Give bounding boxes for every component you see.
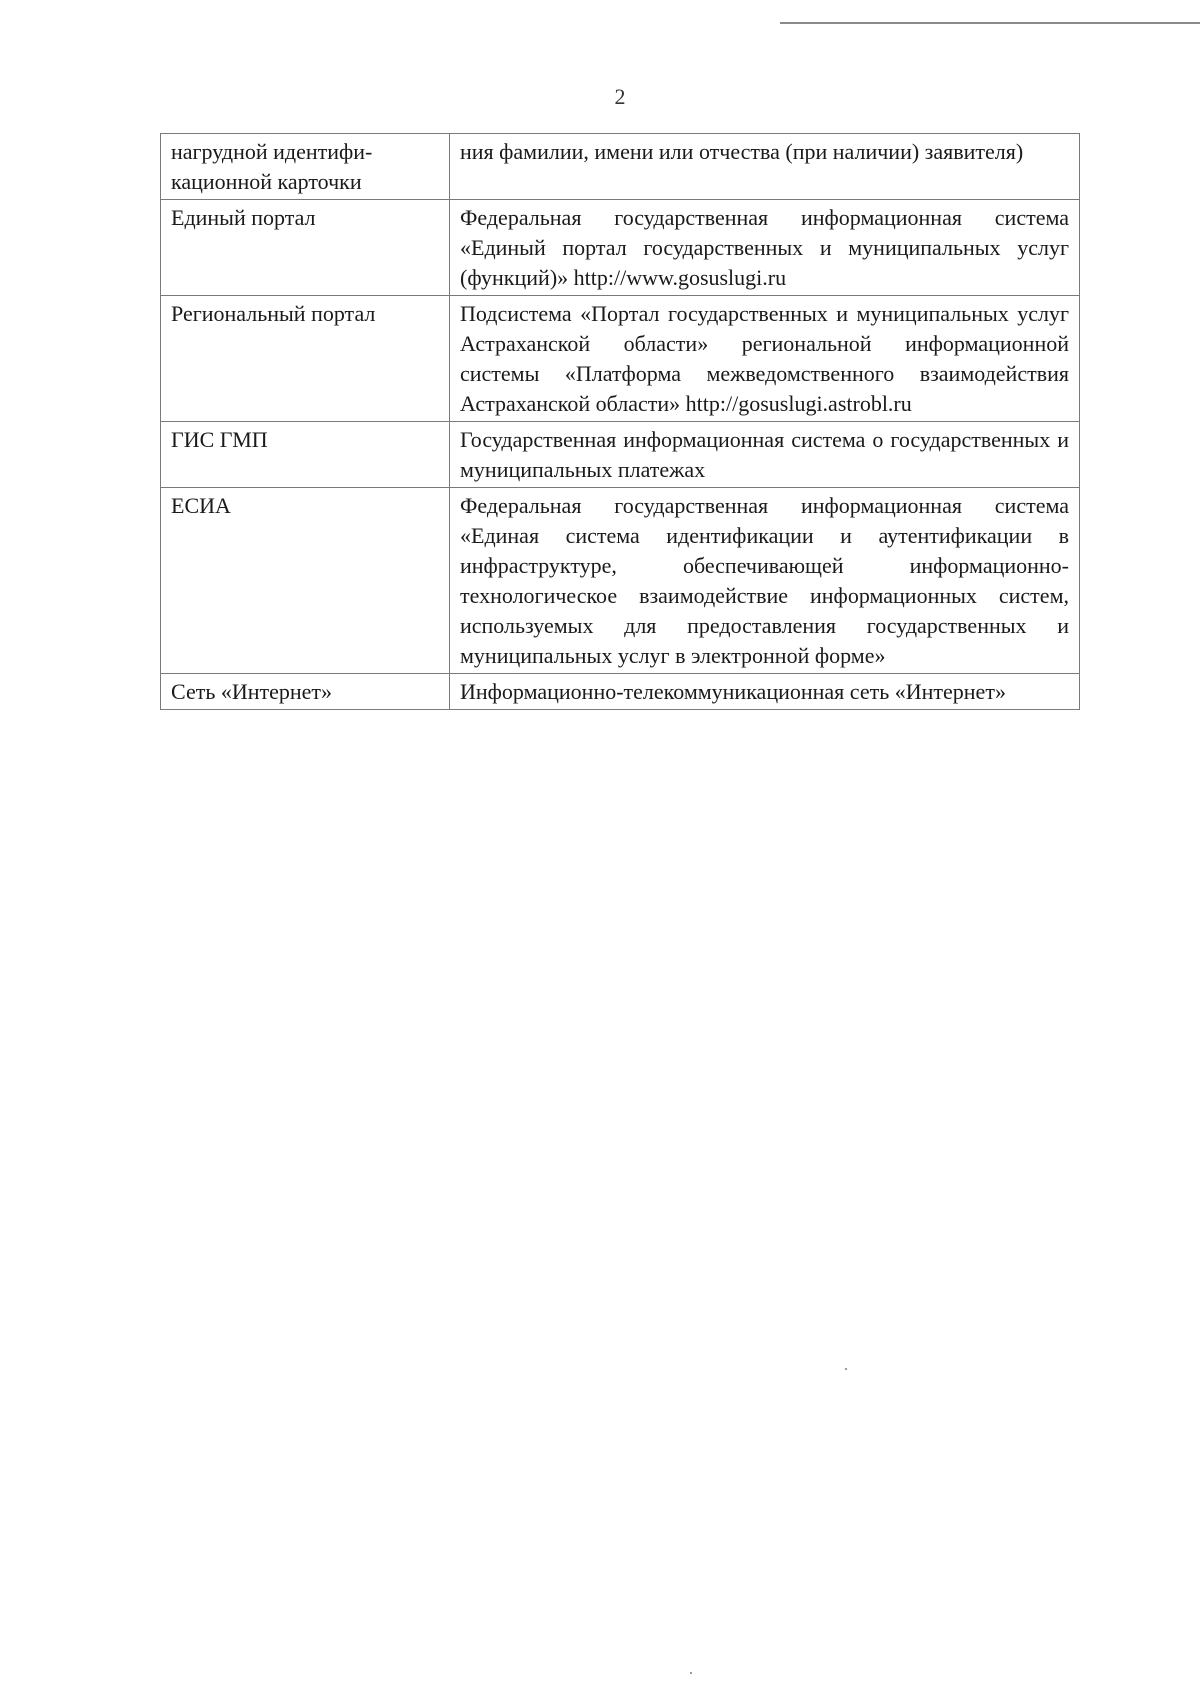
scan-artifact-top-rule: [780, 22, 1200, 24]
scan-speck: [845, 1368, 847, 1370]
term-cell: Региональный портал: [161, 296, 450, 422]
table-row: [161, 422, 1080, 488]
term-cell: ГИС ГМП: [161, 422, 450, 488]
definition-cell: Федеральная государственная информационная система «Единый портал государственных и муниципальных услуг (функций)» http://www.gosuslugi.ru: [450, 200, 1080, 296]
definition-cell: ния фамилии, имени или отчества (при наличии) заявителя): [450, 134, 1080, 200]
term-label-line1: нагрудной идентифи-: [171, 139, 373, 164]
term-cell: Сеть «Интернет»: [161, 674, 450, 710]
term-label-line2: кационной карточки: [171, 169, 362, 194]
scan-speck: [690, 1672, 692, 1674]
table-row: [161, 296, 1080, 422]
page-number: 2: [614, 84, 626, 109]
glossary-table: [160, 133, 1080, 710]
definition-cell: Государственная информационная система о государственных и муниципальных платежах: [450, 422, 1080, 488]
table-row: [161, 674, 1080, 710]
table-row: [161, 488, 1080, 674]
term-cell: ЕСИА: [161, 488, 450, 674]
table-row: [161, 200, 1080, 296]
term-cell: Единый портал: [161, 200, 450, 296]
definition-cell: Федеральная государственная информационная система «Единая система идентификации и аутентификации в инфраструктуре, обеспечивающей информационно-технологическое взаимодействие информационных систем, используемых для предоставления государственных и муниципальных услуг в электронной форме»: [450, 488, 1080, 674]
definition-cell: Подсистема «Портал государственных и муниципальных услуг Астраханской области» региональной информационной системы «Платформа межведомственного взаимодействия Астраханской области» http://gosuslugi.astrobl.ru: [450, 296, 1080, 422]
table-row: [161, 134, 1080, 200]
term-cell: [161, 134, 450, 200]
definition-cell: Информационно-телекоммуникационная сеть «Интернет»: [450, 674, 1080, 710]
